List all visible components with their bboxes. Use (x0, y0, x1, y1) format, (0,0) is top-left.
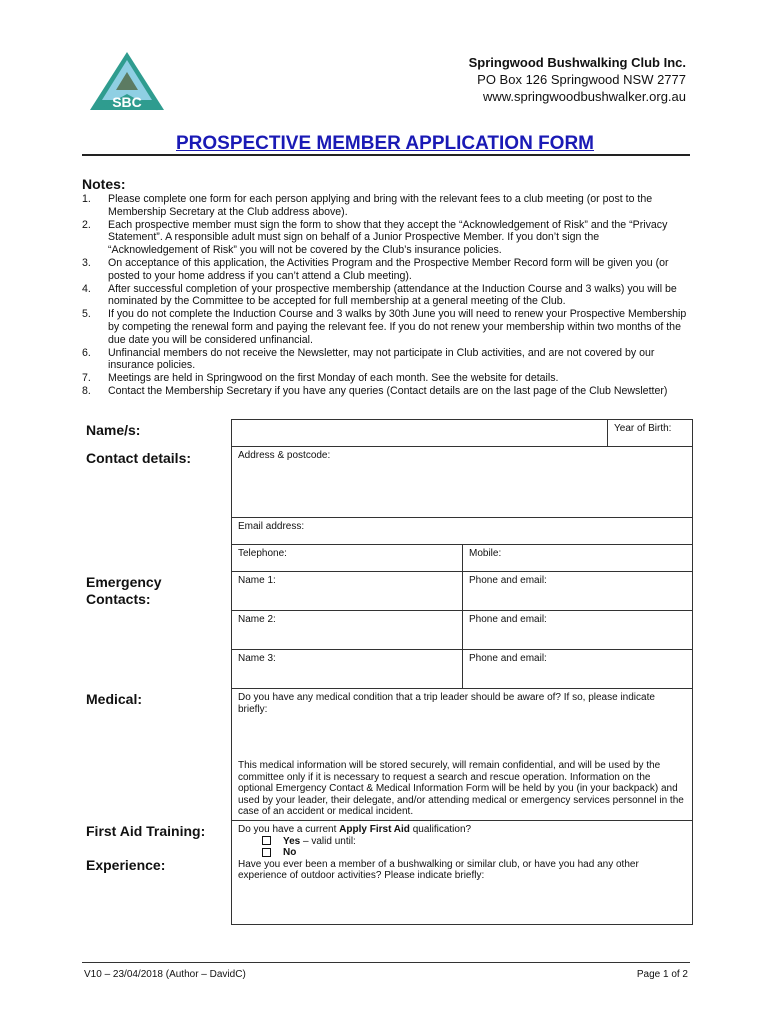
first-aid-question: Do you have a current Apply First Aid qualification? (238, 824, 472, 835)
phone-email-label: Phone and email: (469, 653, 547, 664)
email-field[interactable] (231, 517, 693, 545)
medical-field[interactable] (231, 688, 693, 821)
medical-note: This medical information will be stored securely, will remain confidential, and will be used by the committee only if it is necessary to request a search and rescue operation. Information on the optional Emergency Contact & Medical Information Form will be held by you (in your backpack) and used by your leader, their delegate, and/or attending medical or emergency services personnel in the case of an accident or medical incident. (238, 760, 684, 817)
note-item: 2. Each prospective member must sign the form to show that they accept the “Acknowledgement of Risk” and the “Privacy Statement”. A responsible adult must sign on behalf of a Junior Prospective Member. If you don’t sign the “Acknowledgement of Risk” you will not be covered by the Club’s insurance policies. (82, 218, 668, 257)
no-checkbox[interactable] (262, 848, 271, 857)
form-title: PROSPECTIVE MEMBER APPLICATION FORM (175, 133, 595, 154)
note-item: 1. Please complete one form for each person applying and bring with the relevant fees to a club meeting (or post to the Membership Secretary at the Club address above). (82, 193, 653, 218)
title-rule (82, 154, 690, 156)
emergency-name1-field[interactable] (231, 571, 463, 611)
contact-label: Contact details: (86, 450, 192, 466)
note-item: 8. Contact the Membership Secretary if you have any queries (Contact details are on the last page of the Club Newsletter) (82, 384, 668, 397)
phone-email-label: Phone and email: (469, 575, 547, 586)
club-header (469, 54, 686, 105)
experience-label: Experience: (86, 857, 166, 873)
page-number: Page 1 of 2 (636, 969, 688, 980)
medical-question: Do you have any medical condition that a trip leader should be aware of? If so, please indicate briefly: (238, 692, 655, 715)
telephone-field[interactable] (231, 544, 463, 572)
svg-text:SBC: SBC (112, 94, 142, 110)
emergency-name2-field[interactable] (231, 610, 463, 650)
yes-checkbox[interactable] (262, 836, 271, 845)
club-website[interactable]: www.springwoodbushwalker.org.au (482, 89, 686, 104)
emergency-phone1-field[interactable] (462, 571, 693, 611)
note-item: 5. If you do not complete the Induction Course and 3 walks by 30th June you will need to renew your Prospective Membership by competing the renewal form and paying the relevant fee. If you do not renew your membership within two months of the due date you will be considered unfinancial. (82, 308, 687, 346)
first-aid-yes-option[interactable]: Yes – valid until: (238, 836, 686, 848)
note-item: 6. Unfinancial members do not receive the Newsletter, may not participate in Club activities, and are not covered by our insurance policies. (82, 346, 655, 372)
note-item: 7. Meetings are held in Springwood on the first Monday of each month. See the website for details. (82, 372, 559, 385)
medical-label: Medical: (86, 691, 143, 707)
version-text: V10 – 23/04/2018 (Author – DavidC) (84, 969, 246, 980)
names-field[interactable] (231, 419, 608, 447)
emergency-name3-field[interactable] (231, 649, 463, 689)
mobile-field[interactable] (462, 544, 693, 572)
mobile-label: Mobile: (469, 548, 502, 559)
year-of-birth-field[interactable] (607, 419, 693, 447)
address-field[interactable] (231, 446, 693, 518)
note-item: 4. After successful completion of your prospective membership (attendance at the Induction Course and 3 walks) you will be nominated by the Committee to be accepted for full membership at a general meeting of the Club. (82, 282, 677, 308)
first-aid-no-option[interactable]: No (238, 847, 686, 859)
club-address: PO Box 126 Springwood NSW 2777 (477, 72, 686, 87)
first-aid-experience-field[interactable] (231, 820, 693, 925)
phone-email-label: Phone and email: (469, 614, 547, 625)
emergency-phone2-field[interactable] (462, 610, 693, 650)
name2-label: Name 2: (238, 614, 276, 625)
name1-label: Name 1: (238, 575, 276, 586)
experience-question: Have you ever been a member of a bushwalking or similar club, or have you had any other experience of outdoor activities? Please indicate briefly: (238, 858, 639, 881)
club-logo (88, 50, 166, 112)
first-aid-label: First Aid Training: (86, 823, 206, 839)
notes-list (82, 193, 692, 398)
names-label: Name/s: (86, 422, 141, 438)
note-item: 3. On acceptance of this application, the Activities Program and the Prospective Member Record form will be given you (or posted to your home address if you can’t attend a Club meeting). (82, 256, 669, 282)
footer-rule (82, 962, 690, 963)
email-label: Email address: (238, 521, 305, 532)
club-name: Springwood Bushwalking Club Inc. (468, 55, 686, 70)
year-of-birth-label: Year of Birth: (614, 423, 672, 434)
emergency-label: Emergency Contacts: (86, 574, 162, 607)
telephone-label: Telephone: (238, 548, 287, 559)
address-label: Address & postcode: (238, 450, 331, 461)
name3-label: Name 3: (238, 653, 276, 664)
emergency-phone3-field[interactable] (462, 649, 693, 689)
notes-heading: Notes: (82, 176, 126, 192)
